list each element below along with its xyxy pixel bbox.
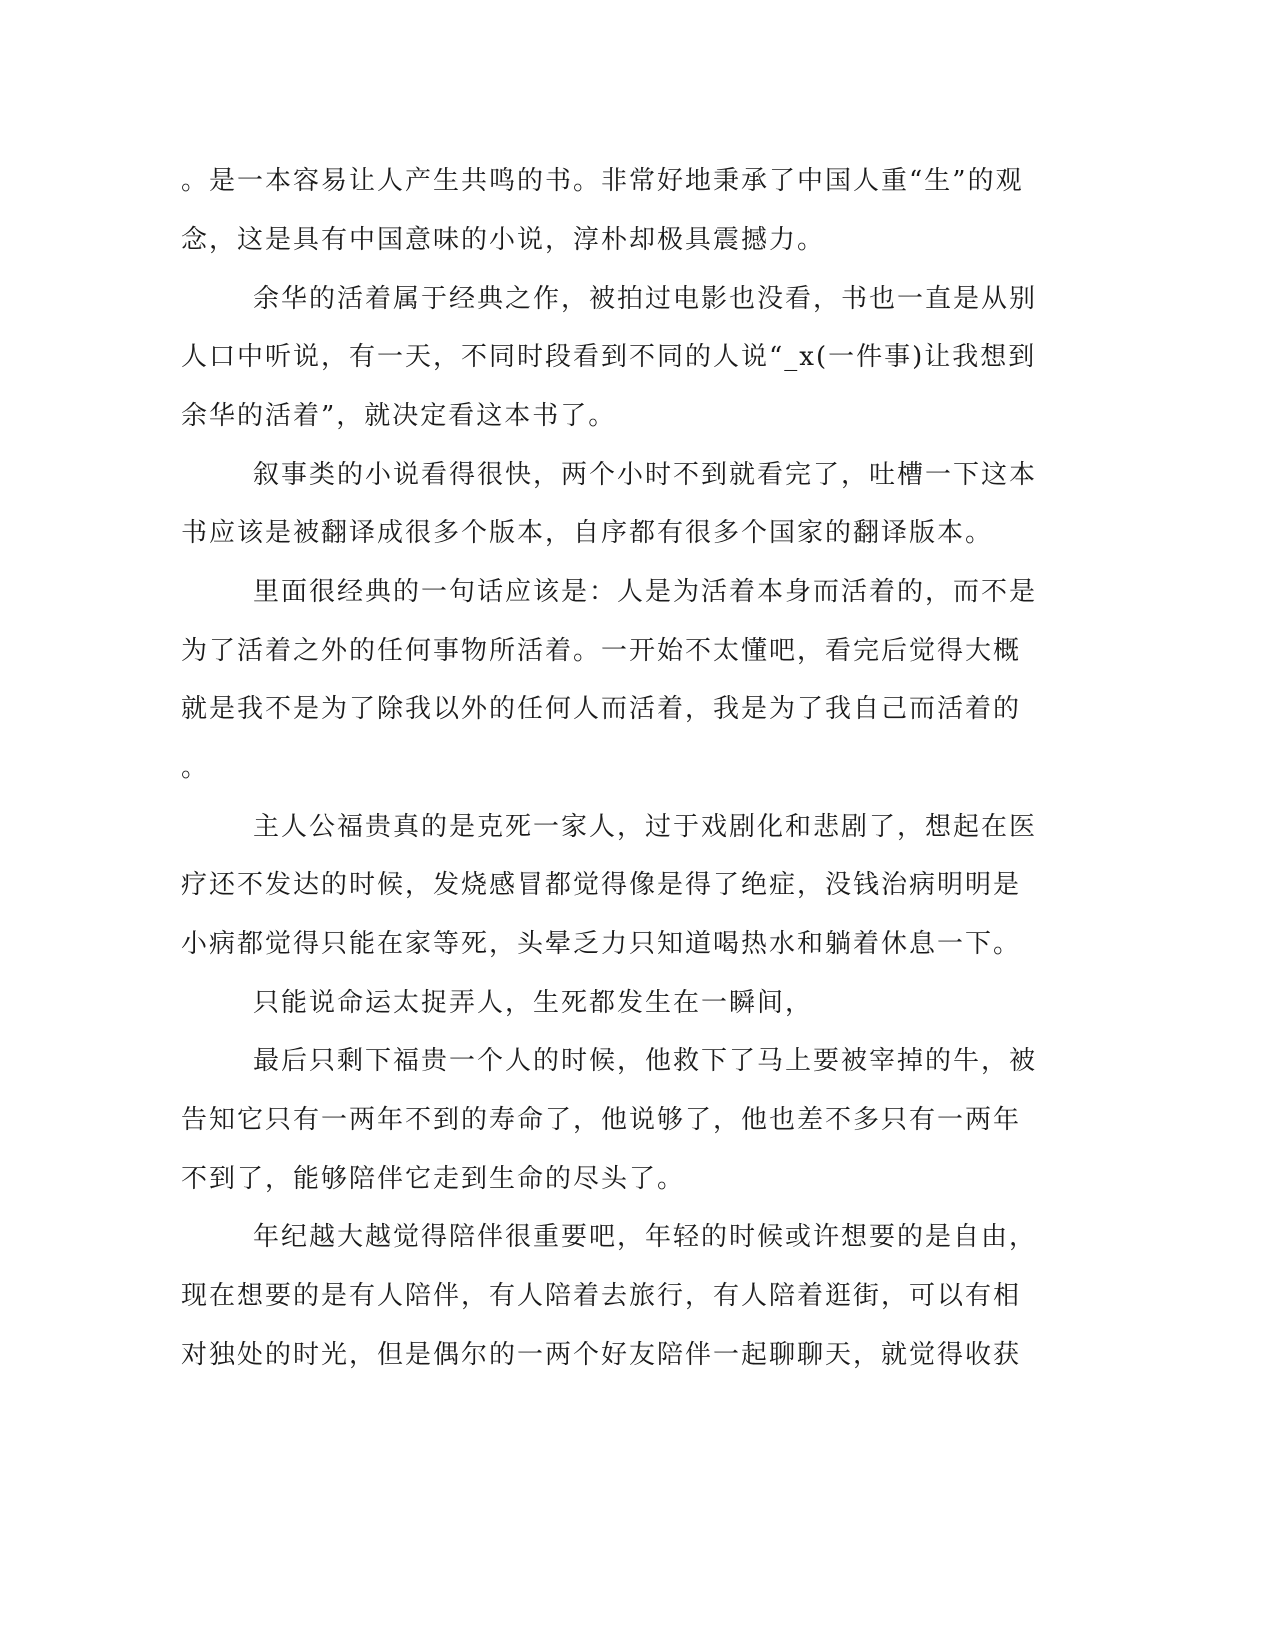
- paragraph-line: 告知它只有一两年不到的寿命了，他说够了，他也差不多只有一两年: [181, 1105, 1022, 1135]
- paragraph-line: 念，这是具有中国意味的小说，淳朴却极具震撼力。: [181, 225, 826, 255]
- paragraph-line: 为了活着之外的任何事物所活着。一开始不太懂吧，看完后觉得大概: [181, 636, 1022, 666]
- paragraph-line: 疗还不发达的时候，发烧感冒都觉得像是得了绝症，没钱治病明明是: [181, 870, 1022, 900]
- paragraph-line: 人口中听说，有一天，不同时段看到不同的人说“_x(一件事)让我想到: [181, 342, 1037, 372]
- paragraph-line: 对独处的时光，但是偶尔的一两个好友陪伴一起聊聊天，就觉得收获: [181, 1340, 1022, 1370]
- paragraph-line: 叙事类的小说看得很快，两个小时不到就看完了，吐槽一下这本: [253, 460, 1038, 490]
- paragraph-line: 。: [181, 753, 210, 783]
- paragraph-line: 里面很经典的一句话应该是：人是为活着本身而活着的，而不是: [253, 577, 1038, 607]
- paragraph-line: 只能说命运太捉弄人，生死都发生在一瞬间，: [253, 988, 814, 1018]
- paragraph-line: 余华的活着”，就决定看这本书了。: [181, 401, 617, 431]
- paragraph-line: 就是我不是为了除我以外的任何人而活着，我是为了我自己而活着的: [181, 694, 1022, 724]
- paragraph-line: 年纪越大越觉得陪伴很重要吧，年轻的时候或许想要的是自由，: [253, 1222, 1038, 1252]
- paragraph-line: 余华的活着属于经典之作，被拍过电影也没看，书也一直是从别: [253, 284, 1038, 314]
- paragraph-line: 现在想要的是有人陪伴，有人陪着去旅行，有人陪着逛街，可以有相: [181, 1281, 1022, 1311]
- paragraph-line: 不到了，能够陪伴它走到生命的尽头了。: [181, 1164, 686, 1194]
- paragraph-line: 小病都觉得只能在家等死，头晕乏力只知道喝热水和躺着休息一下。: [181, 929, 1022, 959]
- paragraph-line: 主人公福贵真的是克死一家人，过于戏剧化和悲剧了，想起在医: [253, 812, 1038, 842]
- paragraph-line: 书应该是被翻译成很多个版本，自序都有很多个国家的翻译版本。: [181, 518, 994, 548]
- paragraph-line: 。是一本容易让人产生共鸣的书。非常好地秉承了中国人重“生”的观: [181, 166, 1024, 196]
- paragraph-line: 最后只剩下福贵一个人的时候，他救下了马上要被宰掉的牛，被: [253, 1046, 1038, 1076]
